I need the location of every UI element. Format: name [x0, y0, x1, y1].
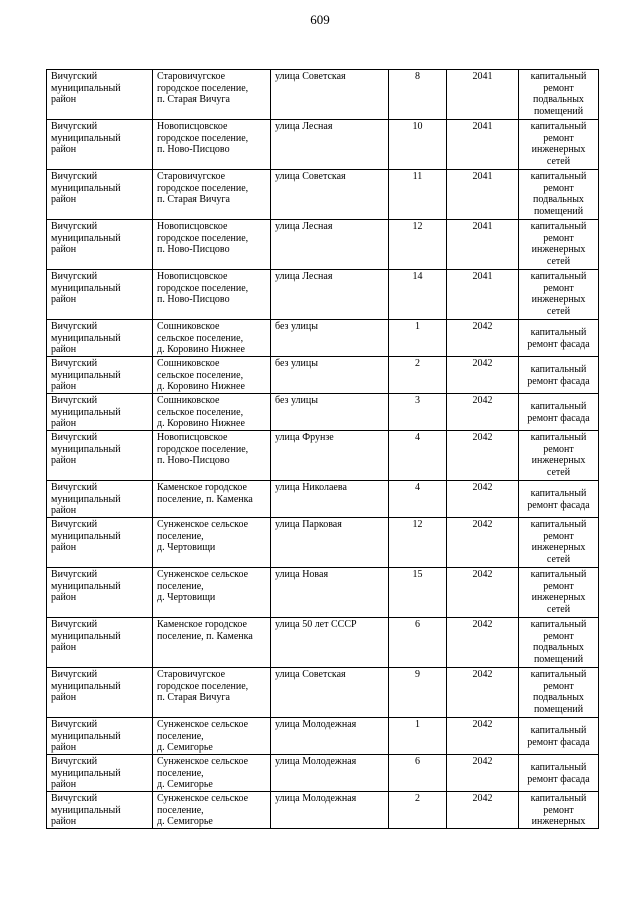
- street-cell-text: улица Парковая: [275, 519, 342, 530]
- work-type-cell: [519, 70, 599, 120]
- year-cell-text: 2042: [472, 569, 493, 580]
- work-type-cell-text: капитальный ремонт фасада: [527, 327, 590, 350]
- settlement-cell-text: Сунженское сельское поселение, д. Семигорье: [157, 793, 249, 827]
- street-cell-text: улица Советская: [275, 71, 346, 82]
- house-number-cell-text: 6: [415, 756, 420, 767]
- table-row: [47, 618, 599, 668]
- house-number-cell-text: 1: [415, 321, 420, 332]
- work-type-cell: [519, 718, 599, 755]
- settlement-cell-text: Старовичугское городское поселение, п. Старая Вичуга: [157, 71, 249, 105]
- street-cell: [271, 755, 389, 792]
- district-cell-text: Вичугский муниципальный район: [51, 793, 121, 827]
- settlement-cell-text: Старовичугское городское поселение, п. Старая Вичуга: [157, 669, 249, 703]
- street-cell-text: улица Николаева: [275, 482, 347, 493]
- work-type-cell-text: капитальный ремонт инженерных сетей: [530, 221, 587, 267]
- district-cell: [47, 357, 153, 394]
- district-cell-text: Вичугский муниципальный район: [51, 619, 121, 653]
- street-cell: [271, 518, 389, 568]
- year-cell-text: 2041: [472, 171, 493, 182]
- year-cell-text: 2041: [472, 121, 493, 132]
- work-type-cell-text: капитальный ремонт фасада: [527, 762, 590, 785]
- year-cell-text: 2042: [472, 669, 493, 680]
- house-number-cell-text: 4: [415, 482, 420, 493]
- house-number-cell: [389, 518, 447, 568]
- district-cell-text: Вичугский муниципальный район: [51, 669, 121, 703]
- year-cell-text: 2041: [472, 221, 493, 232]
- street-cell-text: улица Молодежная: [275, 793, 357, 804]
- house-number-cell-text: 3: [415, 395, 420, 406]
- table-row: [47, 718, 599, 755]
- year-cell: [447, 568, 519, 618]
- house-number-cell: [389, 481, 447, 518]
- work-type-cell: [519, 568, 599, 618]
- settlement-cell: [153, 755, 271, 792]
- year-cell-text: 2042: [472, 395, 493, 406]
- district-cell-text: Вичугский муниципальный район: [51, 71, 121, 105]
- house-number-cell-text: 12: [412, 221, 423, 232]
- street-cell: [271, 170, 389, 220]
- settlement-cell: [153, 518, 271, 568]
- year-cell: [447, 518, 519, 568]
- work-type-cell: [519, 755, 599, 792]
- house-number-cell: [389, 220, 447, 270]
- year-cell-text: 2042: [472, 482, 493, 493]
- house-number-cell-text: 15: [412, 569, 423, 580]
- year-cell: [447, 668, 519, 718]
- table-row: [47, 394, 599, 431]
- house-number-cell-text: 4: [415, 432, 420, 443]
- settlement-cell-text: Сунженское сельское поселение, д. Чертовищи: [157, 519, 249, 553]
- settlement-cell: [153, 170, 271, 220]
- work-type-cell: [519, 320, 599, 357]
- street-cell: [271, 220, 389, 270]
- table-row: [47, 120, 599, 170]
- house-number-cell-text: 6: [415, 619, 420, 630]
- street-cell-text: улица Лесная: [275, 221, 333, 232]
- settlement-cell-text: Новописцовское городское поселение, п. Ново-Писцово: [157, 271, 249, 305]
- district-cell: [47, 270, 153, 320]
- district-cell: [47, 518, 153, 568]
- street-cell: [271, 431, 389, 481]
- district-cell-text: Вичугский муниципальный район: [51, 321, 121, 355]
- house-number-cell-text: 2: [415, 358, 420, 369]
- settlement-cell-text: Каменское городское поселение, п. Каменка: [157, 482, 253, 505]
- work-type-cell: [519, 357, 599, 394]
- district-cell: [47, 618, 153, 668]
- year-cell: [447, 618, 519, 668]
- house-number-cell-text: 11: [412, 171, 423, 182]
- district-cell-text: Вичугский муниципальный район: [51, 569, 121, 603]
- district-cell: [47, 668, 153, 718]
- work-type-cell: [519, 394, 599, 431]
- year-cell-text: 2042: [472, 358, 493, 369]
- work-type-cell-text: капитальный ремонт инженерных сетей: [530, 432, 587, 478]
- work-type-cell-text: капитальный ремонт фасада: [527, 725, 590, 748]
- settlement-cell: [153, 481, 271, 518]
- house-number-cell: [389, 70, 447, 120]
- work-type-cell: [519, 431, 599, 481]
- settlement-cell-text: Сошниковское сельское поселение, д. Коровино Нижнее: [157, 358, 245, 392]
- district-cell: [47, 568, 153, 618]
- district-cell: [47, 120, 153, 170]
- house-number-cell: [389, 170, 447, 220]
- district-cell: [47, 170, 153, 220]
- year-cell-text: 2041: [472, 271, 493, 282]
- house-number-cell-text: 14: [412, 271, 423, 282]
- house-number-cell: [389, 755, 447, 792]
- year-cell: [447, 70, 519, 120]
- street-cell-text: улица Лесная: [275, 121, 333, 132]
- street-cell: [271, 394, 389, 431]
- street-cell: [271, 718, 389, 755]
- work-type-cell-text: капитальный ремонт инженерных сетей: [530, 569, 587, 615]
- table-row: [47, 481, 599, 518]
- district-cell-text: Вичугский муниципальный район: [51, 482, 121, 516]
- work-type-cell-text: капитальный ремонт инженерных сетей: [530, 271, 587, 317]
- work-type-cell-text: капитальный ремонт подвальных помещений: [530, 669, 587, 715]
- work-type-cell: [519, 120, 599, 170]
- year-cell: [447, 394, 519, 431]
- work-type-cell-text: капитальный ремонт фасада: [527, 488, 590, 511]
- street-cell: [271, 618, 389, 668]
- settlement-cell-text: Сунженское сельское поселение, д. Чертовищи: [157, 569, 249, 603]
- settlement-cell: [153, 70, 271, 120]
- table-row: [47, 568, 599, 618]
- work-type-cell-text: капитальный ремонт инженерных сетей: [530, 121, 587, 167]
- year-cell-text: 2042: [472, 619, 493, 630]
- street-cell: [271, 70, 389, 120]
- house-number-cell: [389, 431, 447, 481]
- table-row: [47, 357, 599, 394]
- street-cell: [271, 792, 389, 829]
- district-cell-text: Вичугский муниципальный район: [51, 395, 121, 429]
- district-cell: [47, 394, 153, 431]
- house-number-cell: [389, 568, 447, 618]
- year-cell: [447, 431, 519, 481]
- work-type-cell-text: капитальный ремонт инженерных сетей: [530, 519, 587, 565]
- work-type-cell-text: капитальный ремонт подвальных помещений: [530, 619, 587, 665]
- house-number-cell: [389, 120, 447, 170]
- house-number-cell: [389, 320, 447, 357]
- year-cell: [447, 718, 519, 755]
- year-cell-text: 2042: [472, 432, 493, 443]
- settlement-cell: [153, 431, 271, 481]
- house-number-cell-text: 12: [412, 519, 423, 530]
- street-cell: [271, 320, 389, 357]
- district-cell: [47, 320, 153, 357]
- house-number-cell: [389, 394, 447, 431]
- settlement-cell-text: Новописцовское городское поселение, п. Ново-Писцово: [157, 121, 249, 155]
- table-row: [47, 220, 599, 270]
- district-cell-text: Вичугский муниципальный район: [51, 432, 121, 466]
- year-cell: [447, 120, 519, 170]
- year-cell-text: 2042: [472, 793, 493, 804]
- repair-schedule-table: [46, 69, 599, 829]
- year-cell: [447, 755, 519, 792]
- house-number-cell: [389, 270, 447, 320]
- table-row: [47, 792, 599, 829]
- work-type-cell-text: капитальный ремонт фасада: [527, 401, 590, 424]
- district-cell-text: Вичугский муниципальный район: [51, 519, 121, 553]
- settlement-cell: [153, 120, 271, 170]
- district-cell-text: Вичугский муниципальный район: [51, 719, 121, 753]
- district-cell-text: Вичугский муниципальный район: [51, 271, 121, 305]
- settlement-cell: [153, 668, 271, 718]
- house-number-cell: [389, 792, 447, 829]
- street-cell-text: улица Советская: [275, 171, 346, 182]
- settlement-cell: [153, 220, 271, 270]
- table-body: [47, 70, 599, 829]
- street-cell-text: улица 50 лет СССР: [275, 619, 357, 630]
- street-cell-text: улица Новая: [275, 569, 329, 580]
- settlement-cell: [153, 618, 271, 668]
- table-row: [47, 755, 599, 792]
- street-cell-text: без улицы: [275, 321, 318, 332]
- district-cell: [47, 481, 153, 518]
- house-number-cell: [389, 668, 447, 718]
- settlement-cell-text: Сунженское сельское поселение, д. Семигорье: [157, 719, 249, 753]
- district-cell: [47, 718, 153, 755]
- street-cell-text: без улицы: [275, 358, 318, 369]
- street-cell: [271, 568, 389, 618]
- street-cell-text: улица Молодежная: [275, 756, 357, 767]
- settlement-cell: [153, 357, 271, 394]
- year-cell: [447, 481, 519, 518]
- table-row: [47, 518, 599, 568]
- house-number-cell: [389, 357, 447, 394]
- district-cell-text: Вичугский муниципальный район: [51, 221, 121, 255]
- table-row: [47, 668, 599, 718]
- work-type-cell: [519, 170, 599, 220]
- settlement-cell-text: Сунженское сельское поселение, д. Семигорье: [157, 756, 249, 790]
- district-cell: [47, 220, 153, 270]
- house-number-cell-text: 8: [415, 71, 420, 82]
- table-row: [47, 270, 599, 320]
- settlement-cell: [153, 718, 271, 755]
- work-type-cell: [519, 518, 599, 568]
- district-cell: [47, 70, 153, 120]
- settlement-cell-text: Новописцовское городское поселение, п. Ново-Писцово: [157, 432, 249, 466]
- settlement-cell-text: Каменское городское поселение, п. Каменка: [157, 619, 253, 642]
- settlement-cell-text: Старовичугское городское поселение, п. Старая Вичуга: [157, 171, 249, 205]
- street-cell-text: улица Советская: [275, 669, 346, 680]
- house-number-cell: [389, 618, 447, 668]
- street-cell-text: улица Лесная: [275, 271, 333, 282]
- district-cell-text: Вичугский муниципальный район: [51, 756, 121, 790]
- work-type-cell-text: капитальный ремонт фасада: [527, 364, 590, 387]
- district-cell-text: Вичугский муниципальный район: [51, 171, 121, 205]
- work-type-cell: [519, 792, 599, 829]
- year-cell: [447, 220, 519, 270]
- work-type-cell-text: капитальный ремонт подвальных помещений: [530, 171, 587, 217]
- year-cell: [447, 792, 519, 829]
- work-type-cell: [519, 618, 599, 668]
- year-cell: [447, 357, 519, 394]
- settlement-cell-text: Сошниковское сельское поселение, д. Коровино Нижнее: [157, 321, 245, 355]
- year-cell: [447, 320, 519, 357]
- table-row: [47, 70, 599, 120]
- work-type-cell: [519, 220, 599, 270]
- table-row: [47, 431, 599, 481]
- table-row: [47, 320, 599, 357]
- street-cell: [271, 481, 389, 518]
- house-number-cell-text: 2: [415, 793, 420, 804]
- district-cell-text: Вичугский муниципальный район: [51, 121, 121, 155]
- year-cell-text: 2042: [472, 321, 493, 332]
- district-cell: [47, 792, 153, 829]
- year-cell-text: 2042: [472, 756, 493, 767]
- work-type-cell-text: капитальный ремонт подвальных помещений: [530, 71, 587, 117]
- street-cell: [271, 270, 389, 320]
- street-cell: [271, 357, 389, 394]
- house-number-cell-text: 1: [415, 719, 420, 730]
- street-cell: [271, 120, 389, 170]
- work-type-cell: [519, 481, 599, 518]
- year-cell: [447, 170, 519, 220]
- district-cell: [47, 755, 153, 792]
- settlement-cell: [153, 320, 271, 357]
- work-type-cell: [519, 668, 599, 718]
- year-cell-text: 2041: [472, 71, 493, 82]
- page-number: 609: [310, 12, 330, 27]
- house-number-cell-text: 9: [415, 669, 420, 680]
- street-cell-text: улица Молодежная: [275, 719, 357, 730]
- street-cell-text: без улицы: [275, 395, 318, 406]
- settlement-cell: [153, 270, 271, 320]
- street-cell: [271, 668, 389, 718]
- year-cell-text: 2042: [472, 719, 493, 730]
- settlement-cell-text: Новописцовское городское поселение, п. Ново-Писцово: [157, 221, 249, 255]
- year-cell-text: 2042: [472, 519, 493, 530]
- district-cell: [47, 431, 153, 481]
- work-type-cell-text: капитальный ремонт инженерных: [530, 793, 587, 827]
- settlement-cell: [153, 568, 271, 618]
- table-row: [47, 170, 599, 220]
- house-number-cell: [389, 718, 447, 755]
- settlement-cell-text: Сошниковское сельское поселение, д. Коровино Нижнее: [157, 395, 245, 429]
- year-cell: [447, 270, 519, 320]
- work-type-cell: [519, 270, 599, 320]
- house-number-cell-text: 10: [412, 121, 423, 132]
- settlement-cell: [153, 792, 271, 829]
- street-cell-text: улица Фрунзе: [275, 432, 334, 443]
- settlement-cell: [153, 394, 271, 431]
- district-cell-text: Вичугский муниципальный район: [51, 358, 121, 392]
